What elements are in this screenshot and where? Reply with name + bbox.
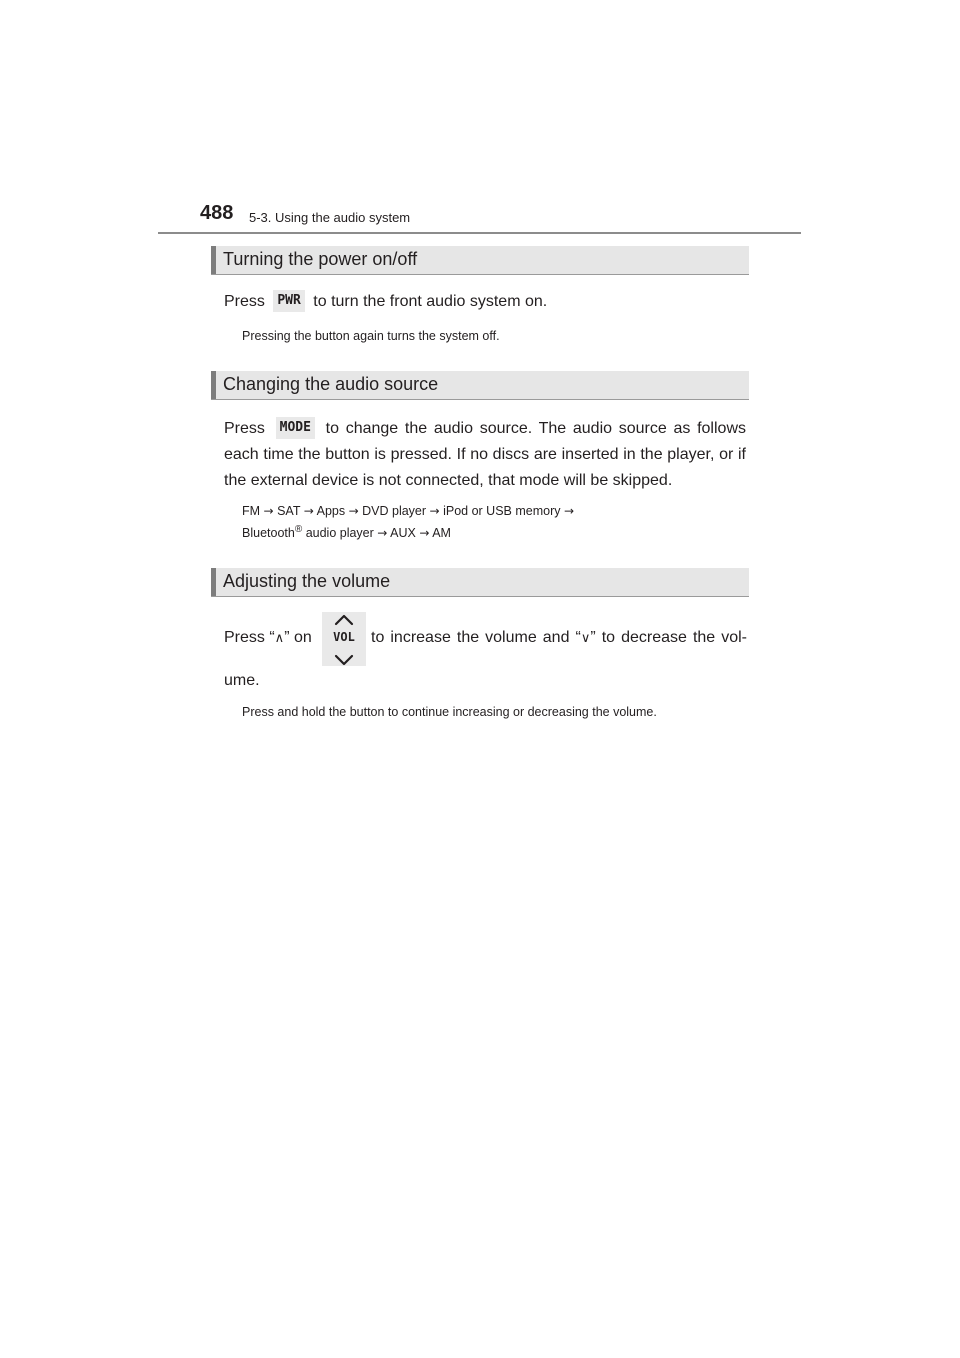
source-fm: FM <box>242 504 261 518</box>
source-sequence-line1 <box>242 500 742 522</box>
source-instruction-line1 <box>224 416 746 442</box>
volume-instruction-part1 <box>224 625 324 652</box>
arrow-icon: → <box>377 526 388 540</box>
text-fragment: ” on <box>284 629 312 646</box>
text-fragment: Press <box>224 420 265 437</box>
volume-instruction-line2: ume. <box>224 672 260 689</box>
source-sat: SAT <box>277 504 301 518</box>
power-note: Pressing the button again turns the system off. <box>242 329 500 343</box>
source-instruction-line3: the external device is not connected, that mode will be skipped. <box>224 472 673 489</box>
header-divider <box>158 232 801 234</box>
text-fragment: to turn the front audio system on. <box>313 293 548 310</box>
section-heading-source <box>211 371 749 400</box>
source-bluetooth: Bluetooth <box>242 526 295 540</box>
text-fragment: Press <box>224 293 265 310</box>
arrow-icon: → <box>263 504 274 518</box>
arrow-icon: → <box>563 504 575 518</box>
volume-instruction-part2 <box>371 625 747 652</box>
section-title: Changing the audio source <box>223 374 439 394</box>
page-number: 488 <box>200 202 234 224</box>
section-heading-volume <box>211 568 749 597</box>
text-fragment: ” to decrease the vol- <box>590 629 748 646</box>
page-header <box>200 204 800 228</box>
section-heading-power <box>211 246 749 275</box>
text-fragment: to change the audio source. The audio source as follows <box>325 420 746 437</box>
source-dvd: DVD player <box>362 504 427 518</box>
section-reference: 5-3. Using the audio system <box>249 210 411 225</box>
up-caret-icon: ∧ <box>274 631 285 646</box>
arrow-icon: → <box>303 504 314 518</box>
section-title: Adjusting the volume <box>223 571 391 591</box>
arrow-icon: → <box>348 504 359 518</box>
source-audio-player: audio player <box>305 526 374 540</box>
arrow-icon: → <box>419 526 430 540</box>
source-sequence-line2 <box>242 522 742 544</box>
source-am: AM <box>432 526 451 540</box>
mode-button: MODE <box>276 417 315 439</box>
heading-accent <box>211 246 216 274</box>
arrow-icon: → <box>429 504 440 518</box>
vol-button <box>322 612 366 666</box>
down-caret-icon: ∨ <box>580 631 591 646</box>
volume-note: Press and hold the button to continue increasing or decreasing the volume. <box>242 705 657 719</box>
vol-label: VOL <box>333 630 355 644</box>
registered-mark: ® <box>294 523 303 535</box>
text-fragment: to increase the volume and “ <box>371 629 581 646</box>
section-title: Turning the power on/off <box>223 249 418 269</box>
heading-accent <box>211 568 216 596</box>
source-aux: AUX <box>390 526 416 540</box>
text-fragment: Press “ <box>224 629 275 646</box>
source-apps: Apps <box>316 504 346 518</box>
power-instruction <box>224 289 746 315</box>
source-instruction-line2: each time the button is pressed. If no discs are inserted in the player, or if <box>224 446 746 463</box>
pwr-button: PWR <box>273 290 304 312</box>
heading-accent <box>211 371 216 399</box>
source-ipod-usb: iPod or USB memory <box>443 504 561 518</box>
